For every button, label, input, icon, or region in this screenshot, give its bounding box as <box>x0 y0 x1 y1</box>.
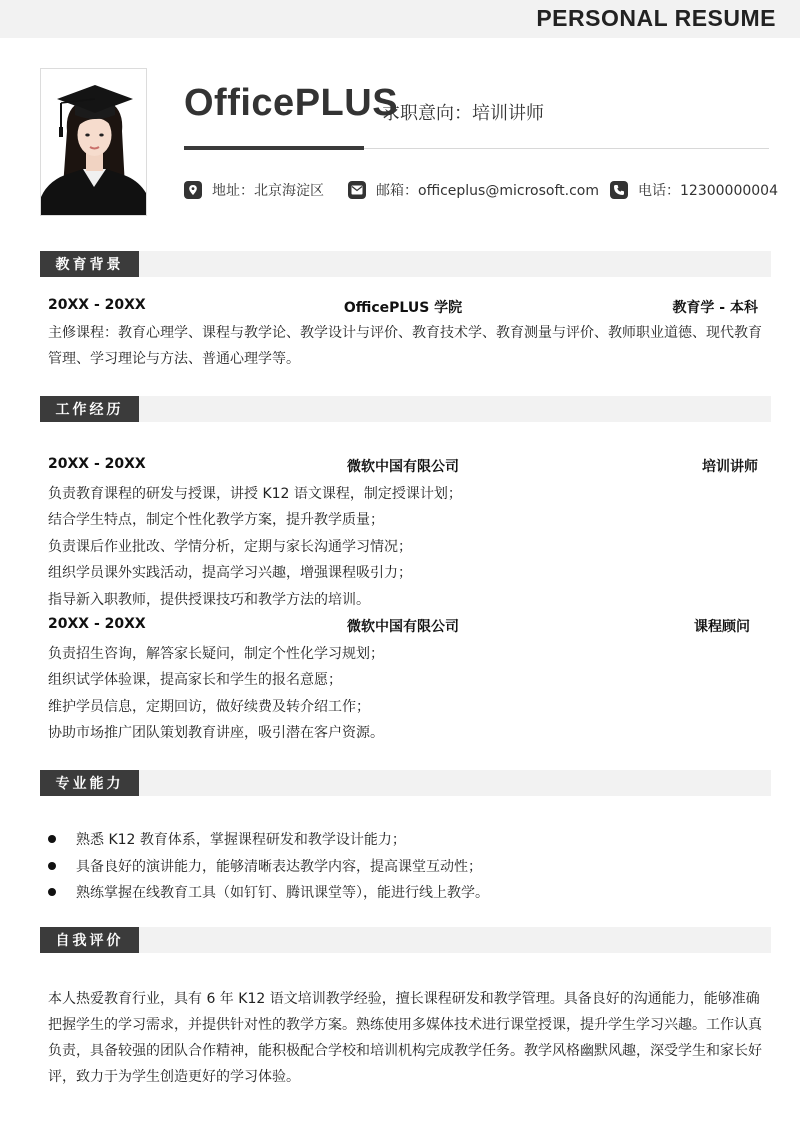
education-period: 20XX - 20XX <box>48 297 146 313</box>
section-title: 专业能力 <box>40 770 139 796</box>
phone-text: 电话：12300000004 <box>638 183 778 199</box>
banner-title: PERSONAL RESUME <box>536 5 776 31</box>
address-text: 地址：北京海淀区 <box>212 183 324 199</box>
bullet-dot <box>48 835 56 843</box>
section-work <box>40 396 771 422</box>
contact-address <box>184 180 324 200</box>
job-row <box>48 456 758 476</box>
job-role: 课程顾问 <box>694 619 750 635</box>
job-duty: 组织学员课外实践活动，提高学习兴趣，增强课程吸引力； <box>48 565 412 581</box>
contact-email <box>348 180 599 200</box>
contact-phone <box>610 180 778 200</box>
candidate-name: OfficePLUS <box>184 82 399 124</box>
self-evaluation-text: 本人热爱教育行业，具有 6 年 K12 语文培训教学经验，擅长课程研发和教学管理。具备良好的沟通能力，能够准确把握学生的学习需求，并提供针对性的教学方案。熟练使用多媒体技术进行课堂授课，提升学生学习兴趣。工作认真负责，具备较强的团队合作精神，能积极配合学校和培训机构完成教学任务。教学风格幽默风趣，深受学生和家长好评，致力于为学生创造更好的学习体验。 <box>48 991 762 1085</box>
education-major: 教育学 - 本科 <box>672 300 758 316</box>
job-duty: 负责课后作业批改、学情分析，定期与家长沟通学习情况； <box>48 539 412 555</box>
skill-text: 熟练掌握在线教育工具（如钉钉、腾讯课堂等），能进行线上教学。 <box>76 885 489 901</box>
job-company: 微软中国有限公司 <box>347 459 459 475</box>
job-duty: 维护学员信息，定期回访，做好续费及转介绍工作； <box>48 699 370 715</box>
job-period: 20XX - 20XX <box>48 456 146 472</box>
name-divider-accent <box>184 146 364 150</box>
job-period: 20XX - 20XX <box>48 616 146 632</box>
bullet-dot <box>48 862 56 870</box>
education-school: OfficePLUS 学院 <box>343 300 463 316</box>
section-title: 工作经历 <box>40 396 139 422</box>
mail-icon <box>348 181 366 199</box>
section-self-evaluation <box>40 927 771 953</box>
section-education <box>40 251 771 277</box>
job-intent: 求职意向：培训讲师 <box>382 103 544 124</box>
education-courses: 主修课程：教育心理学、课程与教学论、教学设计与评价、教育技术学、教育测量与评价、教师职业道德、现代教育管理、学习理论与方法、普通心理学等。 <box>48 325 762 367</box>
education-row <box>48 297 758 317</box>
skill-item <box>48 882 489 902</box>
job-duty: 协助市场推广团队策划教育讲座，吸引潜在客户资源。 <box>48 725 384 741</box>
skill-item <box>48 856 482 876</box>
skill-item <box>48 829 406 849</box>
bullet-dot <box>48 888 56 896</box>
skill-text: 熟悉 K12 教育体系，掌握课程研发和教学设计能力； <box>76 832 406 848</box>
job-duty: 结合学生特点，制定个性化教学方案，提升教学质量； <box>48 512 384 528</box>
section-title: 教育背景 <box>40 251 139 277</box>
job-duty: 指导新入职教师，提供授课技巧和教学方法的培训。 <box>48 592 370 608</box>
location-icon <box>184 181 202 199</box>
job-duty: 负责招生咨询，解答家长疑问，制定个性化学习规划； <box>48 646 384 662</box>
job-role: 培训讲师 <box>702 459 758 475</box>
job-duty: 负责教育课程的研发与授课，讲授 K12 语文课程，制定授课计划； <box>48 486 462 502</box>
top-banner <box>0 0 800 38</box>
section-title: 自我评价 <box>40 927 139 953</box>
email-text: 邮箱：officeplus@microsoft.com <box>376 183 599 199</box>
skill-text: 具备良好的演讲能力，能够清晰表达教学内容，提高课堂互动性； <box>76 859 482 875</box>
job-row <box>48 616 758 636</box>
section-skills <box>40 770 771 796</box>
phone-icon <box>610 181 628 199</box>
profile-photo <box>40 68 147 216</box>
job-company: 微软中国有限公司 <box>347 619 459 635</box>
job-duty: 组织试学体验课，提高家长和学生的报名意愿； <box>48 672 342 688</box>
